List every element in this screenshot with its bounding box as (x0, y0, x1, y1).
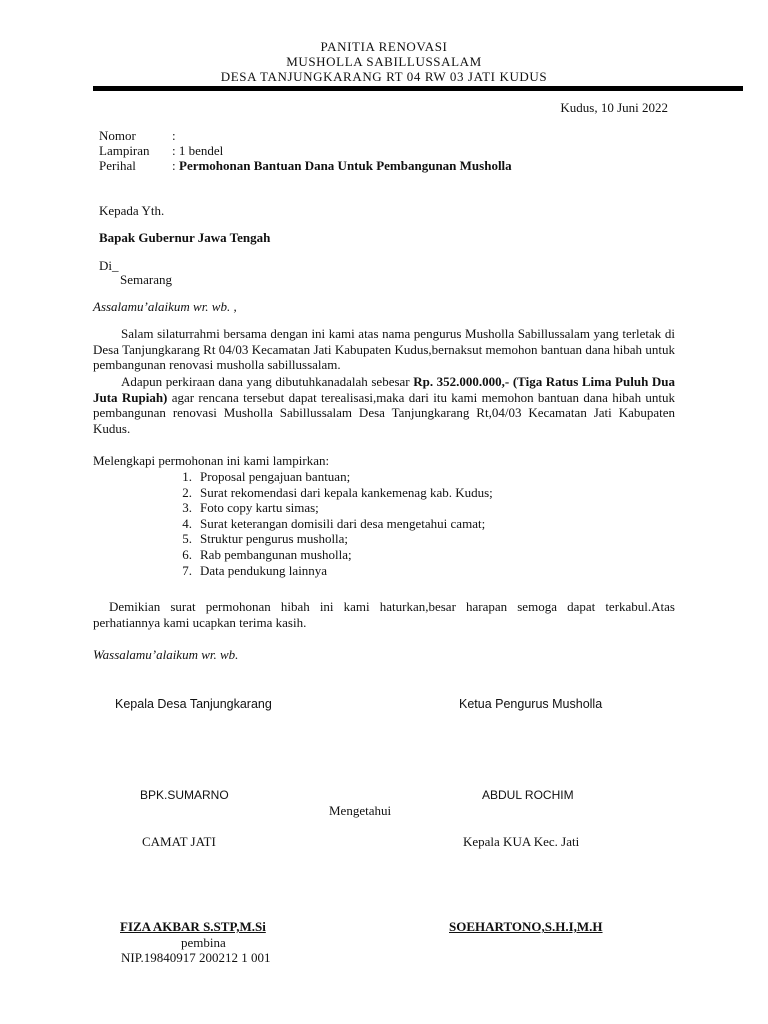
list-item (170, 547, 493, 563)
list-item-number: 6. (182, 546, 192, 562)
signatory-village-head-title: Kepala Desa Tanjungkarang (115, 697, 272, 711)
letter-date: Kudus, 10 Juni 2022 (560, 100, 668, 115)
list-item-text: Proposal pengajuan bantuan; (200, 469, 351, 484)
list-item-text: Surat rekomendasi dari kepala kankemenag kab. Kudus; (200, 484, 493, 500)
nomor-label: Nomor (99, 128, 136, 143)
list-item-number: 7. (182, 562, 192, 578)
list-item-text: Data pendukung lainnya (200, 562, 328, 578)
list-item-number: 5. (182, 531, 192, 547)
recipient-salutation: Kepada Yth. (99, 203, 165, 218)
list-item-text: Rab pembangunan musholla; (200, 546, 352, 562)
list-item (170, 500, 493, 516)
list-item (170, 531, 493, 547)
letterhead-org: PANITIA RENOVASI (320, 39, 448, 54)
funding-amount: Rp. 352.000.000,- (Tiga Ratus Lima Puluh Dua Juta Rupiah) (93, 374, 675, 405)
funding-rest-text: agar rencana tersebut dapat terealisasi,maka dari itu kami memohon bantuan dana hibah untuk pembangunan renovasi Musholla Sabillussalam Desa Tanjungkarang Rt,04/03 Kecamatan Jati Kabupaten Kudus. (93, 389, 675, 436)
list-item-number: 1. (182, 469, 192, 484)
opening-greeting: Assalamu’alaikum wr. wb. , (93, 299, 237, 314)
recipient-di: Di_ (99, 258, 119, 273)
attachments-intro: Melengkapi permohonan ini kami lampirkan: (93, 453, 330, 468)
list-item (170, 469, 493, 485)
list-item (170, 563, 493, 579)
list-item-number: 4. (182, 515, 192, 531)
closing-greeting: Wassalamu’alaikum wr. wb. (93, 647, 239, 662)
funding-lead-text: Adapun perkiraan dana yang dibutuhkanadalah sebesar (121, 374, 410, 389)
list-item-text: Surat keterangan domisili dari desa mengetahui camat; (200, 515, 486, 531)
list-item (170, 516, 493, 532)
lampiran-value: : 1 bendel (172, 143, 224, 158)
signatory-camat-title: CAMAT JATI (142, 834, 216, 849)
paragraph-intro: Salam silaturrahmi bersama dengan ini kami atas nama pengurus Musholla Sabillussalam yang terletak di Desa Tanjungkarang Rt 04/03 Kecamatan Jati Kabupaten Kudus,bernaksut memohon bantuan dana hibah untuk pembangunan renovasi musholla sabillussalam. (93, 326, 675, 373)
lampiran-label: Lampiran (99, 143, 150, 158)
signatory-chairman-name: ABDUL ROCHIM (482, 788, 574, 802)
signatory-camat-nip: NIP.19840917 200212 1 001 (121, 950, 271, 965)
perihal-label: Perihal (99, 158, 136, 173)
acknowledgement-label: Mengetahui (329, 803, 392, 818)
recipient-name: Bapak Gubernur Jawa Tengah (99, 230, 271, 245)
perihal-colon: : (172, 158, 176, 173)
list-item-number: 2. (182, 484, 192, 500)
recipient-city: Semarang (120, 272, 172, 287)
signatory-chairman-title: Ketua Pengurus Musholla (459, 697, 603, 711)
nomor-value: : (172, 128, 176, 143)
list-item-number: 3. (182, 500, 192, 516)
list-item-text: Struktur pengurus musholla; (200, 531, 349, 547)
signatory-kua-name: SOEHARTONO,S.H.I,M.H (449, 919, 603, 934)
signatory-kua-title: Kepala KUA Kec. Jati (463, 834, 580, 849)
list-item (170, 485, 493, 501)
letterhead-rule (93, 86, 743, 91)
letterhead-address: DESA TANJUNGKARANG RT 04 RW 03 JATI KUDUS (220, 69, 548, 84)
perihal-value: Permohonan Bantuan Dana Untuk Pembangunan Musholla (179, 158, 512, 173)
signatory-village-head-name: BPK.SUMARNO (140, 788, 229, 802)
letterhead-musholla: MUSHOLLA SABILLUSSALAM (286, 54, 482, 69)
signatory-camat-name: FIZA AKBAR S.STP,M.Si (120, 919, 266, 934)
attachment-list (170, 469, 493, 578)
signatory-camat-rank: pembina (181, 935, 226, 950)
paragraph-closing: Demikian surat permohonan hibah ini kami haturkan,besar harapan semoga dapat terkabul.Atas perhatiannya kami ucapkan terima kasih. (93, 599, 675, 630)
list-item-text: Foto copy kartu simas; (200, 500, 319, 516)
paragraph-funding (93, 374, 675, 436)
